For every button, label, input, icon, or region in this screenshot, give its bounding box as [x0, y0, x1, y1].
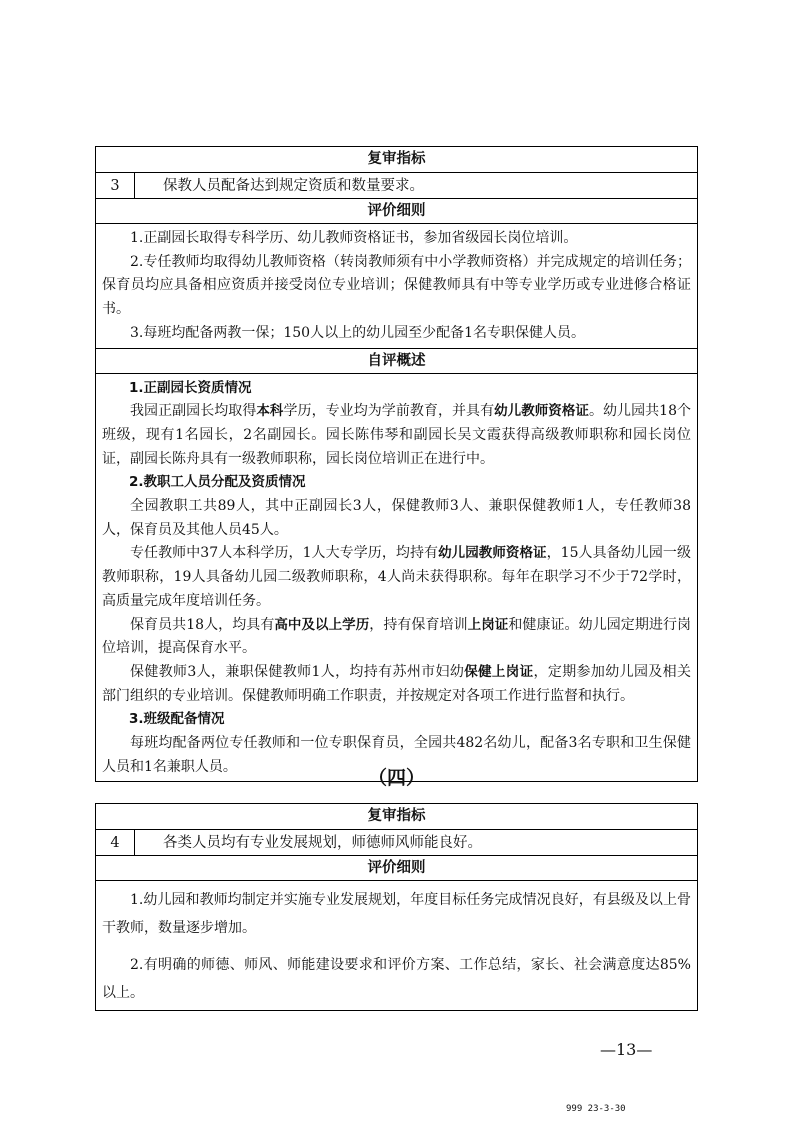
paragraph: 专任教师中37人本科学历，1人大专学历，均持有幼儿园教师资格证，15人具备幼儿园一级教师职称，19人具备幼儿园二级教师职称，4人尚未获得职称。每年在职学习不少于72学时，高质量完成年度培训任务。: [102, 545, 691, 609]
review-indicator-header: 复审指标: [367, 151, 426, 167]
subsection-title: 1.正副园长资质情况: [129, 379, 252, 396]
indicator-number: 4: [96, 830, 135, 855]
subsection-title: 3.班级配备情况: [129, 711, 225, 728]
criteria-item: 2.有明确的师德、师风、师能建设要求和评价方案、工作总结，家长、社会满意度达85%以上。: [102, 957, 691, 1001]
paragraph: 保育员共18人，均具有高中及以上学历，持有保育培训上岗证和健康证。幼儿园定期进行岗位培训，提高保育水平。: [102, 616, 691, 657]
criteria-item: 2.专任教师均取得幼儿教师资格（转岗教师须有中小学教师资格）并完成规定的培训任务；保育员均应具备相应资质并接受岗位专业培训；保健教师具有中等专业学历或专业进修合格证书。: [102, 253, 691, 318]
indicator-text: 保教人员配备达到规定资质和数量要求。: [163, 178, 424, 194]
print-stamp: 999 23-3-30: [566, 1104, 626, 1114]
section-title: （四）: [367, 767, 425, 789]
paragraph: 保健教师3人，兼职保健教师1人，均持有苏州市妇幼保健上岗证，定期参加幼儿园及相关部门组织的专业培训。保健教师明确工作职责，并按规定对各项工作进行监督和执行。: [102, 663, 692, 704]
criteria-item: 3.每班均配备两教一保；150人以上的幼儿园至少配备1名专职保健人员。: [130, 324, 585, 341]
paragraph: 全园教职工共89人，其中正副园长3人，保健教师3人、兼职保健教师1人，专任教师38人，保育员及其他人员45人。: [102, 498, 691, 538]
criteria-header: 评价细则: [96, 855, 697, 880]
indicator-text: 各类人员均有专业发展规划，师德师风师能良好。: [163, 835, 482, 851]
paragraph: 我园正副园长均取得本科学历，专业均为学前教育，并具有幼儿教师资格证。幼儿园共18个班级，现有1名园长，2名副园长。园长陈伟琴和副园长吴文霞获得高级教师职称和园长岗位证，副园长陈舟具有一级教师职称，园长岗位培训正在进行中。: [102, 403, 692, 467]
criteria-body: [96, 223, 697, 348]
criteria-item: 1.正副园长取得专科学历、幼儿教师资格证书，参加省级园长岗位培训。: [130, 230, 578, 246]
criteria-body: [96, 880, 697, 1010]
indicator-row: [96, 172, 697, 198]
paragraph: 每班均配备两位专任教师和一位专职保育员，全园共482名幼儿，配备3名专职和卫生保健人员和1名兼职人员。: [102, 735, 691, 775]
subsection-title: 2.教职工人员分配及资质情况: [129, 474, 306, 491]
review-indicator-header: 复审指标: [367, 808, 426, 824]
self-evaluation-body: [96, 373, 697, 782]
review-table-4: [95, 803, 698, 1011]
indicator-row: [96, 829, 697, 855]
self-evaluation-header: 自评概述: [96, 348, 697, 373]
page-number: —13—: [600, 1040, 653, 1059]
criteria-item: 1.幼儿园和教师均制定并实施专业发展规划，年度目标任务完成情况良好，有县级及以上骨干教师，数量逐步增加。: [102, 892, 691, 936]
review-table-3: [95, 146, 698, 782]
indicator-number: 3: [96, 173, 135, 198]
criteria-header: 评价细则: [96, 198, 697, 223]
